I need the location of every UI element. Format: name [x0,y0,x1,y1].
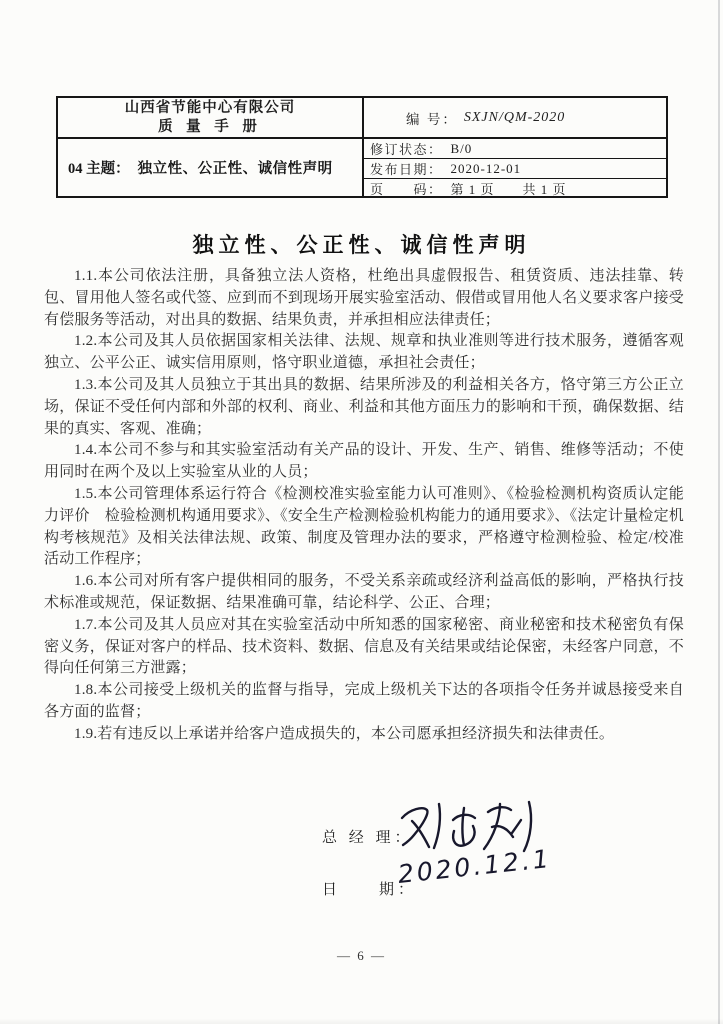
page-info-value: 第 1 页 共 1 页 [450,182,567,197]
general-manager-label: 总 经 理： [322,830,414,846]
page-info-label: 页 码： [370,182,443,197]
declaration-body [44,266,684,746]
scan-edge-artifact [718,0,720,1024]
header-table [56,96,668,198]
company-name: 山西省节能中心有限公司 [124,99,296,116]
subject-cell [58,139,364,196]
clause-1-3: 1.3.本公司及其人员独立于其出具的数据、结果所涉及的利益相关各方，恪守第三方公正立场，保证不受任何内部和外部的权利、商业、利益和其他方面压力的影响和干预，确保数据、结果的真实、客观、准确； [44,376,684,437]
issue-date-label: 发布日期： [370,162,443,177]
subject-label: 04 主题： [68,161,130,177]
revision-label: 修订状态： [370,142,443,157]
clause-1-7: 1.7.本公司及其人员应对其在实验室活动中所知悉的国家秘密、商业秘密和技术秘密负有保密义务，保证对客户的样品、技术资料、数据、信息及有关结果或结论保密，未经客户同意，不得向任何第三方泄露； [44,616,684,677]
clause-1-5: 1.5.本公司管理体系运行符合《检测校准实验室能力认可准则》、《检验检测机构资质认定能力评价 检验检测机构通用要求》、《安全生产检测检验机构能力的通用要求》、《法定计量检定机构考核规范》及相关法律法规、政策、制度及管理办法的要求，严格遵守检测检验、检定/校准活动工作程序； [44,485,684,568]
revision-row [364,139,666,158]
clause-1-6: 1.6.本公司对所有客户提供相同的服务，不受关系亲疏或经济利益高低的影响，严格执行技术标准或规范，保证数据、结果准确可靠，结论科学、公正、合理； [44,573,684,611]
doc-number-cell [364,98,666,139]
clause-1-4: 1.4.本公司不参与和其实验室活动有关产品的设计、开发、生产、销售、维修等活动；不使用同时在两个及以上实验室从业的人员； [44,442,684,481]
scan-bottom-shade [0,1018,723,1024]
issue-date-row [364,158,666,178]
date-handwriting: 2020.12.1 [396,843,553,889]
manual-title: 质 量 手 册 [158,118,262,135]
clause-1-1: 1.1.本公司依法注册，具备独立法人资格，杜绝出具虚假报告、租赁资质、违法挂靠、转包、冒用他人签名或代签、应到而不到现场开展实验室活动、假借或冒用他人名义要求客户接受有偿服务等活动，对出具的数据、结果负责，并承担相应法律责任； [44,268,684,328]
page-info-row [364,178,666,198]
clause-1-8: 1.8.本公司接受上级机关的监督与指导，完成上级机关下达的各项指令任务并诚恳接受来自各方面的监督； [44,682,684,720]
date-label: 日 期： [322,882,418,898]
doc-number-label: 编 号： [406,111,458,127]
meta-cell [364,139,666,196]
page-number: — 6 — [337,948,386,963]
subject-value: 独立性、公正性、诚信性声明 [137,161,333,177]
doc-number-value: SXJN/QM-2020 [463,109,566,125]
issue-date-value: 2020-12-01 [450,160,522,176]
clause-1-9: 1.9.若有违反以上承诺并给客户造成损失的，本公司愿承担经济损失和法律责任。 [74,725,615,742]
company-header-cell [58,98,364,139]
document-title: 独立性、公正性、诚信性声明 [192,233,531,257]
clause-1-2: 1.2.本公司及其人员依据国家相关法律、法规、规章和执业准则等进行技术服务，遵循客观独立、公平公正、诚实信用原则，恪守职业道德，承担社会责任； [44,333,684,372]
revision-value: B/0 [450,140,473,156]
